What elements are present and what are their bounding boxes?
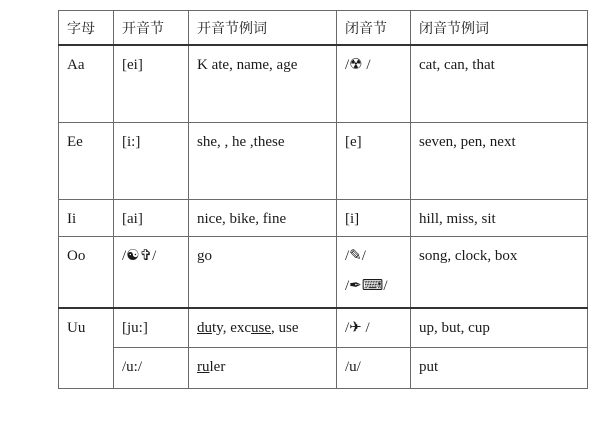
open-examples-cell (189, 123, 337, 200)
open-examples-a: K ate, name, age (197, 57, 298, 73)
table-row-u-2 (59, 348, 588, 389)
closed-examples-cell (411, 308, 588, 348)
closed-syllable-cell (337, 308, 411, 348)
table-body (59, 45, 588, 389)
open-syllable-i: [ai] (122, 211, 143, 227)
letter-i: Ii (67, 211, 77, 227)
closed-examples-cell (411, 123, 588, 200)
open-examples-e: she, , he ,these (197, 134, 285, 150)
open-syllable-e: [i:] (122, 134, 141, 150)
closed-examples-a: cat, can, that (419, 57, 495, 73)
open-syllable-a: [ei] (122, 57, 143, 73)
header-closed-examples: 闭音节例词 (411, 11, 588, 46)
open-examples-u-2 (197, 348, 336, 376)
table-head (59, 11, 588, 46)
letter-cell (59, 308, 114, 389)
letter-o: Oo (67, 248, 86, 264)
closed-syllable-o-2: /✒⌨/ (345, 278, 388, 294)
closed-syllable-e: [e] (345, 134, 362, 150)
header-closed-syllable: 闭音节 (337, 11, 411, 46)
letter-cell (59, 237, 114, 309)
closed-examples-cell (411, 45, 588, 123)
closed-examples-cell (411, 237, 588, 309)
closed-examples-u-2: put (419, 359, 439, 375)
table-row-a (59, 45, 588, 123)
header-letter: 字母 (59, 11, 114, 46)
table-row-e (59, 123, 588, 200)
open-syllable-u-1: [ju:] (122, 320, 148, 336)
open-syllable-u-2: /u:/ (122, 359, 143, 375)
closed-syllable-cell (337, 123, 411, 200)
open-syllable-cell (114, 200, 189, 237)
table-row-u-1 (59, 308, 588, 348)
open-syllable-o: /☯✞/ (122, 248, 157, 264)
letter-u: Uu (67, 320, 86, 336)
closed-syllable-cell (337, 200, 411, 237)
open-examples-cell (189, 200, 337, 237)
closed-syllable-i: [i] (345, 211, 360, 227)
open-examples-cell (189, 348, 337, 389)
open-syllable-cell (114, 308, 189, 348)
open-examples-o: go (197, 248, 212, 264)
closed-examples-cell (411, 200, 588, 237)
closed-examples-o: song, clock, box (419, 248, 518, 264)
underlined-syllable: use (251, 320, 272, 336)
closed-examples-u-1: up, but, cup (419, 320, 490, 336)
open-syllable-cell (114, 237, 189, 309)
open-syllable-cell (114, 45, 189, 123)
header-open-syllable: 开音节 (114, 11, 189, 46)
closed-examples-e: seven, pen, next (419, 134, 516, 150)
header-row (59, 11, 588, 46)
word-rest: ler (209, 359, 226, 375)
closed-syllable-cell (337, 237, 411, 309)
open-examples-i: nice, bike, fine (197, 211, 287, 227)
letter-a: Aa (67, 57, 85, 73)
word-rest: , use (271, 320, 299, 336)
table-row-i (59, 200, 588, 237)
phonics-table (58, 10, 588, 389)
letter-e: Ee (67, 134, 83, 150)
header-open-examples: 开音节例词 (189, 11, 337, 46)
letter-cell (59, 123, 114, 200)
closed-syllable-u-2: /u/ (345, 359, 361, 375)
open-examples-cell (189, 237, 337, 309)
open-examples-cell (189, 45, 337, 123)
table-row-o (59, 237, 588, 309)
closed-syllable-cell (337, 348, 411, 389)
closed-syllable-a: /☢ / (345, 57, 371, 73)
closed-syllable-u-1: /✈ / (345, 320, 370, 336)
open-examples-cell (189, 308, 337, 348)
letter-cell (59, 45, 114, 123)
open-syllable-cell (114, 348, 189, 389)
word-rest: ty (212, 320, 223, 336)
closed-syllable-o-1: /✎/ (345, 248, 366, 264)
closed-examples-i: hill, miss, sit (419, 211, 496, 227)
underlined-syllable: ru (197, 359, 210, 375)
word-separator: , exc (222, 320, 252, 336)
open-syllable-cell (114, 123, 189, 200)
letter-cell (59, 200, 114, 237)
open-examples-u-1 (197, 309, 336, 337)
closed-syllable-stack (345, 237, 410, 295)
underlined-syllable: du (197, 320, 212, 336)
closed-examples-cell (411, 348, 588, 389)
closed-syllable-cell (337, 45, 411, 123)
